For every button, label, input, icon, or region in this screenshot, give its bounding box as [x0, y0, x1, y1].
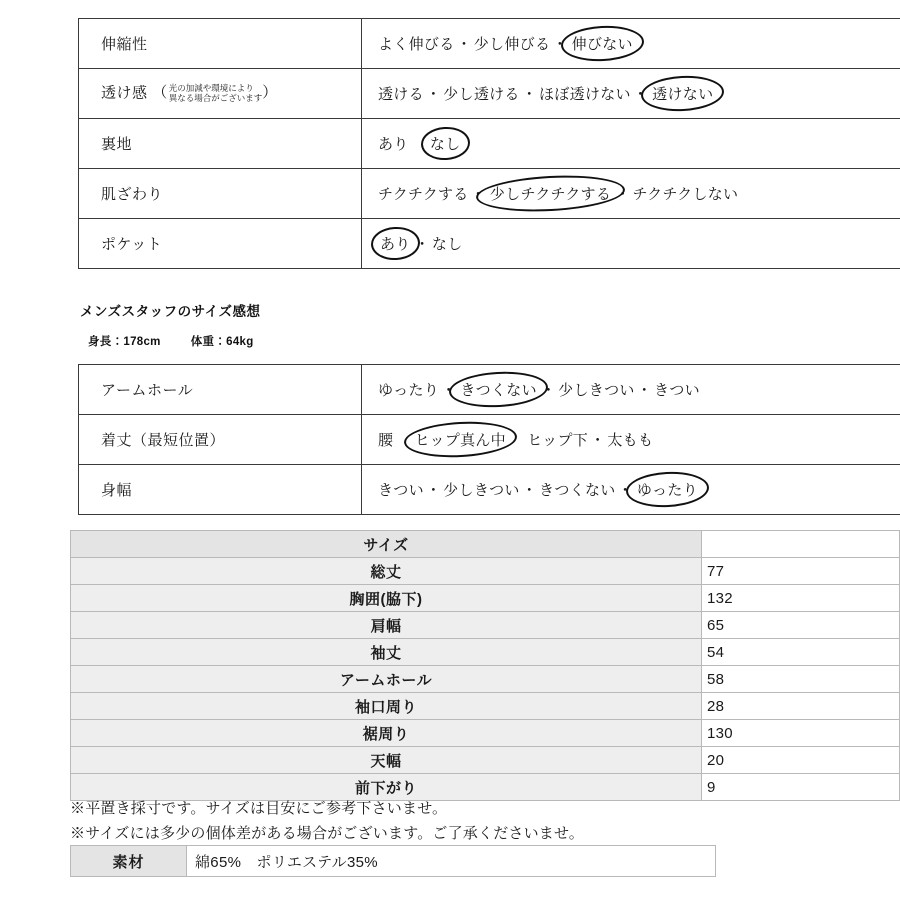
separator-dot: ・ — [456, 36, 472, 53]
row-options — [362, 365, 900, 415]
measure-name: 前下がり — [71, 774, 702, 801]
table-header-row — [71, 531, 900, 558]
separator-dot: ・ — [540, 382, 557, 399]
separator-dot: ・ — [425, 86, 442, 103]
separator-dot: ・ — [590, 432, 606, 449]
separator-dot — [411, 136, 426, 153]
table-row — [71, 666, 900, 693]
footnote-variance: ※サイズには多少の個体差がある場合がございます。ご了承くださいませ。 — [70, 825, 584, 842]
measure-name: 裾周り — [71, 720, 702, 747]
table-row — [79, 119, 900, 169]
table-row — [71, 720, 900, 747]
option-text: きつい — [654, 382, 700, 399]
row-label: 裏地 — [79, 119, 362, 169]
row-label: 伸縮性 — [79, 19, 362, 69]
row-label: 着丈（最短位置） — [79, 415, 362, 465]
option-selected-circled: 少しチクチクする — [488, 183, 613, 204]
table-row — [79, 365, 900, 415]
table-row — [79, 169, 900, 219]
separator-dot: ・ — [615, 186, 631, 203]
row-label — [79, 69, 362, 119]
separator-dot: ・ — [414, 236, 430, 253]
staff-height: 身長：178cm — [88, 336, 161, 348]
separator-dot: ・ — [441, 382, 457, 399]
row-options — [362, 19, 900, 69]
option-text: なし — [431, 236, 463, 253]
footnote-measurement: ※平置き採寸です。サイズは目安にご参考下さいませ。 — [70, 800, 448, 817]
row-options — [362, 465, 900, 515]
material-value: 綿65% ポリエステル35% — [187, 846, 716, 877]
separator-dot: ・ — [552, 36, 568, 53]
row-options — [362, 219, 900, 269]
size-table-header-label: サイズ — [71, 531, 702, 558]
row-label: ポケット — [79, 219, 362, 269]
option-selected-circled: ゆったり — [635, 479, 700, 500]
row-label: 肌ざわり — [79, 169, 362, 219]
option-selected-circled: なし — [428, 133, 463, 154]
option-text: 少しきつい — [558, 382, 635, 399]
table-row — [71, 585, 900, 612]
separator-dot: ・ — [470, 186, 486, 203]
table-row — [71, 846, 716, 877]
option-text: よく伸びる — [378, 36, 455, 53]
option-selected-circled: 伸びない — [570, 33, 635, 54]
measure-value: 28 — [702, 693, 900, 720]
measure-name: 総丈 — [71, 558, 702, 585]
note-line-2: 異なる場合がございます — [168, 92, 263, 103]
table-row — [79, 415, 900, 465]
staff-weight: 体重：64kg — [190, 336, 254, 348]
measure-name: 袖丈 — [71, 639, 702, 666]
row-label: アームホール — [79, 365, 362, 415]
option-text: 少しきつい — [443, 482, 520, 499]
measure-value: 130 — [702, 720, 900, 747]
option-text: チクチクしない — [632, 186, 739, 203]
measure-name: アームホール — [71, 666, 702, 693]
row-options — [362, 415, 900, 465]
row-label-note: （光の加減や環境により 異なる場合がございます） — [152, 82, 278, 103]
measure-value: 54 — [702, 639, 900, 666]
measure-value: 58 — [702, 666, 900, 693]
option-selected-circled: ヒップ真ん中 — [413, 429, 508, 450]
option-text: ゆったり — [378, 382, 440, 399]
option-text: ヒップ下 — [527, 432, 589, 449]
option-text: あり — [378, 136, 409, 153]
option-text: 透ける — [378, 86, 424, 103]
row-options — [362, 69, 900, 119]
fit-impression-table — [78, 364, 900, 515]
option-text: チクチクする — [378, 186, 469, 203]
table-row — [79, 219, 900, 269]
size-measurement-table — [70, 530, 900, 801]
measure-name: 胸囲(脇下) — [71, 585, 702, 612]
measure-value: 65 — [702, 612, 900, 639]
option-text: 腰 — [378, 432, 394, 449]
table-row — [71, 558, 900, 585]
measure-name: 袖口周り — [71, 693, 702, 720]
size-table-header-value — [702, 531, 900, 558]
table-row — [71, 693, 900, 720]
option-text: きつくない — [539, 482, 616, 499]
material-label: 素材 — [71, 846, 187, 877]
table-row — [71, 747, 900, 774]
measure-value: 77 — [702, 558, 900, 585]
staff-body-measurements — [88, 333, 254, 349]
measure-name: 肩幅 — [71, 612, 702, 639]
table-row — [79, 465, 900, 515]
row-label-text: 透け感 — [101, 84, 148, 102]
option-text: ほぼ透けない — [539, 86, 631, 103]
row-label: 身幅 — [79, 465, 362, 515]
measure-name: 天幅 — [71, 747, 702, 774]
staff-impression-heading: メンズスタッフのサイズ感想 — [80, 304, 261, 319]
separator-dot: ・ — [521, 86, 538, 103]
note-line-1: 光の加減や環境により — [168, 82, 254, 93]
option-selected-circled: きつくない — [458, 379, 539, 400]
option-selected-circled: あり — [378, 233, 413, 254]
separator-dot: ・ — [617, 482, 633, 499]
material-table — [70, 845, 716, 877]
separator-dot: ・ — [521, 482, 538, 499]
note-lines — [169, 84, 263, 104]
table-row — [79, 19, 900, 69]
table-row — [71, 639, 900, 666]
measure-value: 132 — [702, 585, 900, 612]
option-text: 少し透ける — [443, 86, 520, 103]
table-row — [71, 612, 900, 639]
separator-dot — [395, 432, 410, 449]
option-selected-circled: 透けない — [650, 83, 715, 104]
measure-value: 9 — [702, 774, 900, 801]
separator-dot: ・ — [632, 86, 649, 103]
row-options — [362, 169, 900, 219]
separator-dot: ・ — [636, 382, 653, 399]
separator-dot — [510, 432, 525, 449]
option-text: 少し伸びる — [473, 36, 551, 53]
measure-value: 20 — [702, 747, 900, 774]
separator-dot: ・ — [425, 482, 442, 499]
fabric-spec-table — [78, 18, 900, 269]
row-options — [362, 119, 900, 169]
option-text: きつい — [378, 482, 424, 499]
table-row — [79, 69, 900, 119]
option-text: 太もも — [607, 432, 654, 449]
